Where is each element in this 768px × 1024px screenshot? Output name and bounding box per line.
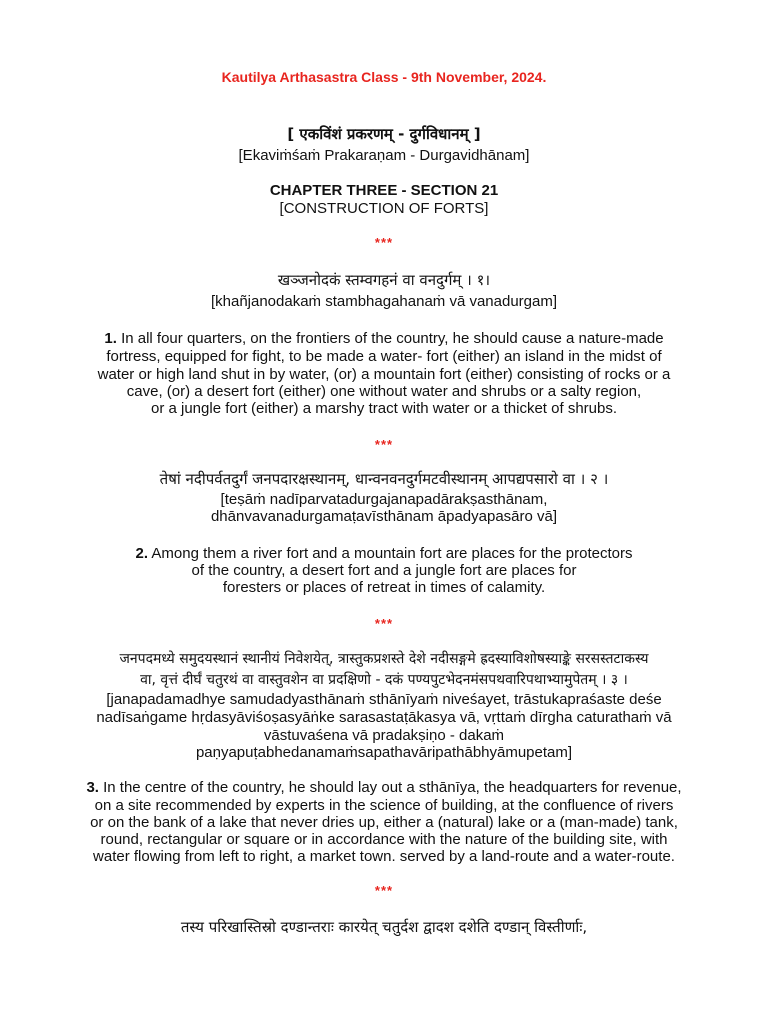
verse-3-translation-line: round, rectangular or square or in accordance with the nature of the building site, with bbox=[100, 831, 668, 848]
verse-1-sanskrit: खञ्जनोदकं स्तम्वगहनं वा वनदुर्गम् । १। bbox=[277, 271, 491, 289]
prakarana-devanagari: [ एकविंशं प्रकरणम् - दुर्गविधानम् ] bbox=[287, 125, 481, 143]
verse-2-sanskrit: तेषां नदीपर्वतदुर्गं जनपदारक्षस्थानम्, धान्वनवनदुर्गमटवीस्थानम् आपद्यपसारो वा । २ । bbox=[159, 470, 609, 488]
verse-3-number: 3. bbox=[86, 779, 99, 796]
document-title: Kautilya Arthasastra Class - 9th November, 2024. bbox=[221, 69, 547, 85]
verse-1-translation-line: 1. In all four quarters, on the frontiers of the country, he should cause a nature-made bbox=[104, 330, 664, 347]
verse-3-transliteration: paṇyapuṭabhedanamaṁsapathavāripathābhyāmupetam] bbox=[195, 744, 573, 761]
verse-2-transliteration: dhānvavanadurgamaṭavīsthānam āpadyapasāro vā] bbox=[210, 508, 558, 525]
chapter-title: CHAPTER THREE - SECTION 21 bbox=[269, 182, 499, 199]
prakarana-transliteration: [Ekaviṁśaṁ Prakaraṇam - Durgavidhānam] bbox=[238, 147, 530, 164]
verse-3-translation-line: on a site recommended by experts in the science of building, at the confluence of rivers bbox=[94, 797, 674, 814]
verse-1-transliteration: [khañjanodakaṁ stambhagahanaṁ vā vanadurgam] bbox=[210, 293, 558, 310]
section-separator: *** bbox=[374, 883, 394, 898]
verse-3-sanskrit: जनपदमध्ये समुदयस्थानं स्थानीयं निवेशयेत्, त्रास्तुकप्रशस्ते देशे नदीसङ्गमे ह्रदस्याविशोषस्याङ्के सरसस्तटाकस्य bbox=[119, 651, 649, 667]
verse-2-translation-line: foresters or places of retreat in times of calamity. bbox=[222, 579, 546, 596]
verse-3-sanskrit: वा, वृत्तं दीर्घं चतुरथं वा वास्तुवशेन वा प्रदक्षिणो - दकं पण्यपुटभेदनमंसपथवारिपथाभ्यामुपेतम् । ३ । bbox=[140, 672, 628, 688]
verse-3-translation-line: 3. In the centre of the country, he should lay out a sthānīya, the headquarters for revenue, bbox=[86, 779, 682, 796]
verse-1-number: 1. bbox=[104, 330, 117, 347]
verse-3-translation-line: water flowing from left to right, a market town. served by a land-route and a water-route. bbox=[93, 848, 675, 865]
verse-3-transliteration: vāstuvaśena vā pradakṣiṇo - dakaṁ bbox=[263, 727, 505, 744]
section-separator: *** bbox=[374, 616, 394, 631]
section-separator: *** bbox=[374, 235, 394, 250]
verse-3-transliteration: [janapadamadhye samudadyasthānaṁ sthānīyaṁ niveśayet, trāstukapraśaste deśe bbox=[106, 691, 662, 708]
verse-1-translation-line: fortress, equipped for fight, to be made a water- fort (either) an island in the midst of bbox=[106, 348, 662, 365]
verse-1-translation-line: cave, (or) a desert fort (either) one without water and shrubs or a salty region, bbox=[126, 383, 642, 400]
section-separator: *** bbox=[374, 437, 394, 452]
verse-2-translation-line: 2. Among them a river fort and a mountain fort are places for the protectors bbox=[135, 545, 633, 562]
verse-3-translation-line: or on the bank of a lake that never dries up, either a (natural) lake or a (man-made) tank, bbox=[90, 814, 678, 831]
verse-2-number: 2. bbox=[135, 545, 149, 562]
verse-2-translation-line: of the country, a desert fort and a jungle fort are places for bbox=[191, 562, 577, 579]
verse-3-transliteration: nadīsaṅgame hṛdasyāviśoṣasyāṅke sarasastaṭākasya vā, vṛttaṁ dīrgha caturathaṁ vā bbox=[96, 709, 672, 726]
verse-2-transliteration: [teṣāṁ nadīparvatadurgajanapadārakṣasthānam, bbox=[220, 491, 548, 508]
verse-1-translation-line: or a jungle fort (either) a marshy tract with water or a thicket of shrubs. bbox=[150, 400, 618, 417]
verse-1-translation-line: water or high land shut in by water, (or) a mountain fort (either) consisting of rocks or a bbox=[97, 366, 671, 383]
chapter-subtitle: [CONSTRUCTION OF FORTS] bbox=[279, 200, 489, 217]
verse-4-sanskrit: तस्य परिखास्तिस्रो दण्डान्तराः कारयेत् चतुर्दश द्वादश दशेति दण्डान् विस्तीर्णाः, bbox=[180, 918, 588, 936]
